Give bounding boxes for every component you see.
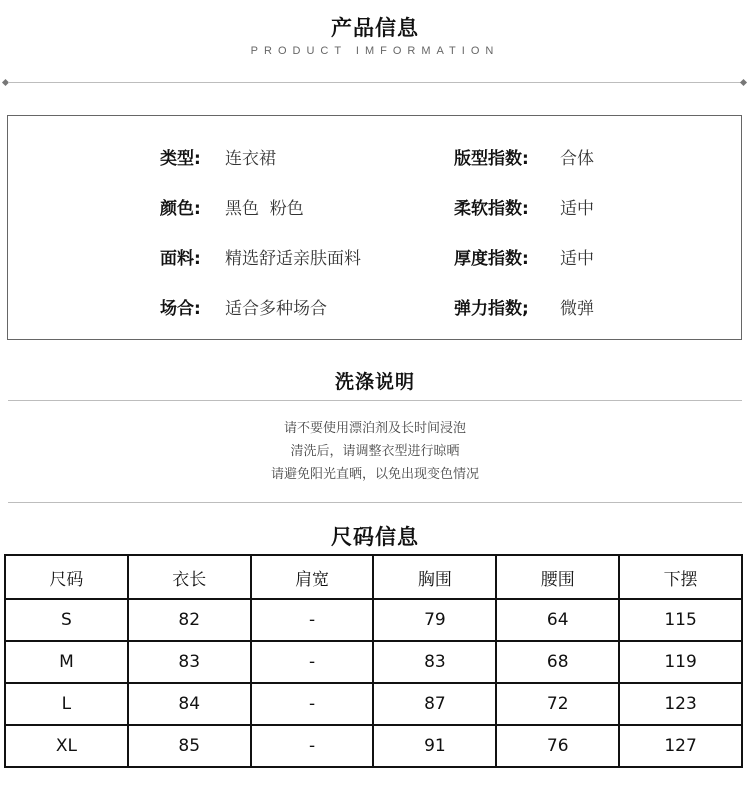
wash-title: 洗涤说明 — [334, 371, 415, 393]
product-info-box — [7, 115, 742, 340]
wash-line-3: 请避免阳光直晒，以免出现变色情况 — [270, 467, 479, 482]
size-cell: M — [5, 641, 128, 683]
header-divider — [8, 82, 742, 83]
length-cell: 83 — [128, 641, 251, 683]
table-row — [5, 641, 742, 683]
elasticity-index-value: 微弹 — [560, 299, 594, 319]
header-waist: 腰围 — [496, 555, 619, 599]
bust-cell: 79 — [373, 599, 496, 641]
occasion-value: 适合多种场合 — [225, 299, 327, 319]
table-row — [5, 725, 742, 767]
color-label: 颜色: — [160, 199, 201, 219]
table-row — [5, 683, 742, 725]
size-cell: L — [5, 683, 128, 725]
hem-cell: 123 — [619, 683, 742, 725]
fit-index-label: 版型指数: — [454, 149, 529, 169]
header-length: 衣长 — [128, 555, 251, 599]
table-row — [5, 599, 742, 641]
header-hem: 下摆 — [619, 555, 742, 599]
bust-cell: 83 — [373, 641, 496, 683]
length-cell: 84 — [128, 683, 251, 725]
header-shoulder: 肩宽 — [251, 555, 374, 599]
wash-line-1: 请不要使用漂泊剂及长时间浸泡 — [283, 421, 466, 436]
color-value: 黑色 粉色 — [225, 199, 304, 219]
fabric-value: 精选舒适亲肤面料 — [225, 249, 361, 269]
header-size: 尺码 — [5, 555, 128, 599]
hem-cell: 119 — [619, 641, 742, 683]
header-bust: 胸围 — [373, 555, 496, 599]
wash-divider-top — [8, 400, 742, 401]
waist-cell: 64 — [496, 599, 619, 641]
shoulder-cell: - — [251, 683, 374, 725]
hem-cell: 127 — [619, 725, 742, 767]
thickness-index-value: 适中 — [560, 249, 594, 269]
waist-cell: 68 — [496, 641, 619, 683]
length-cell: 85 — [128, 725, 251, 767]
bust-cell: 87 — [373, 683, 496, 725]
shoulder-cell: - — [251, 641, 374, 683]
wash-line-2: 清洗后，请调整衣型进行晾晒 — [290, 444, 460, 459]
size-table — [4, 554, 743, 768]
product-info-subtitle: PRODUCT IMFORMATION — [250, 45, 500, 57]
wash-divider-bottom — [8, 502, 742, 503]
waist-cell: 76 — [496, 725, 619, 767]
occasion-label: 场合: — [160, 299, 201, 319]
size-cell: S — [5, 599, 128, 641]
type-value: 连衣裙 — [225, 149, 276, 169]
size-table-header-row — [5, 555, 742, 599]
waist-cell: 72 — [496, 683, 619, 725]
elasticity-index-label: 弹力指数; — [454, 299, 529, 319]
right-diamond-ornament — [740, 79, 747, 86]
fit-index-value: 合体 — [560, 149, 594, 169]
shoulder-cell: - — [251, 599, 374, 641]
length-cell: 82 — [128, 599, 251, 641]
type-label: 类型: — [160, 149, 201, 169]
bust-cell: 91 — [373, 725, 496, 767]
size-cell: XL — [5, 725, 128, 767]
fabric-label: 面料: — [160, 249, 201, 269]
softness-index-label: 柔软指数: — [454, 199, 529, 219]
hem-cell: 115 — [619, 599, 742, 641]
shoulder-cell: - — [251, 725, 374, 767]
product-info-title: 产品信息 — [331, 16, 419, 40]
size-title: 尺码信息 — [331, 525, 419, 549]
thickness-index-label: 厚度指数: — [454, 249, 529, 269]
softness-index-value: 适中 — [560, 199, 594, 219]
